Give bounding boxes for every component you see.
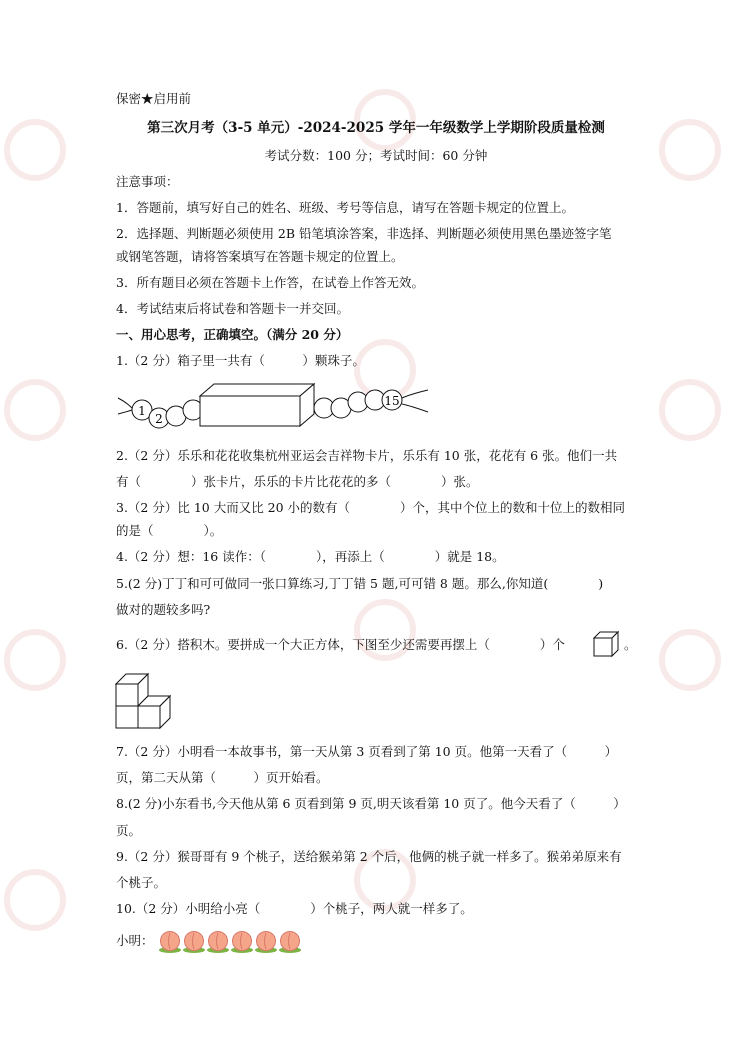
bead-box-figure <box>116 380 436 432</box>
block-stack-figure <box>114 668 184 730</box>
question-1: 1.（2 分）箱子里一共有（ ）颗珠子。 <box>116 353 365 368</box>
question-5: 5.(2 分)丁丁和可可做同一张口算练习,丁丁错 5 题,可可错 8 题。那么,你知道( ) <box>116 576 604 591</box>
question-9-cont: 个桃子。 <box>116 875 167 890</box>
question-2: 2.（2 分）乐乐和花花收集杭州亚运会吉祥物卡片，乐乐有 10 张，花花有 6 张。他们一共 <box>116 448 618 463</box>
question-8-cont: 页。 <box>116 823 142 838</box>
page-title: 第三次月考（3-5 单元）-2024-2025 学年一年级数学上学期阶段质量检测 <box>147 120 605 136</box>
question-3: 3.（2 分）比 10 大而又比 20 小的数有（ ）个，其中个位上的数和十位上的数相同 <box>116 500 626 515</box>
peach-icon <box>207 932 229 954</box>
peach-row <box>158 928 314 954</box>
peach-icon <box>279 932 301 954</box>
question-2-cont: 有（ ）张卡片，乐乐的卡片比花花的多（ ）张。 <box>116 474 479 489</box>
question-8: 8.(2 分)小东看书,今天他从第 6 页看到第 9 页,明天该看第 10 页了。他今天看了（ ） <box>116 796 626 811</box>
question-9: 9.（2 分）猴哥哥有 9 个桃子，送给猴弟第 2 个后，他俩的桃子就一样多了。猴弟弟原来有 <box>116 849 622 864</box>
exam-info: 考试分数：100 分；考试时间：60 分钟 <box>264 148 488 163</box>
peach-icon <box>231 932 253 954</box>
confidential-label: 保密★启用前 <box>116 91 192 106</box>
small-cube-icon <box>592 630 622 658</box>
question-3-cont: 的是（ ）。 <box>116 523 223 538</box>
question-7-cont: 页，第二天从第（ ）页开始看。 <box>116 770 329 785</box>
note-item: 2．选择题、判断题必须使用 2B 铅笔填涂答案，非选择、判断题必须使用黑色墨迹签字笔 <box>116 226 612 241</box>
bead-label: 1 <box>138 404 146 418</box>
note-item: 1．答题前，填写好自己的姓名、班级、考号等信息，请写在答题卡规定的位置上。 <box>116 200 574 215</box>
question-5-cont: 做对的题较多吗? <box>116 602 211 617</box>
question-10: 10.（2 分）小明给小亮（ ）个桃子，两人就一样多了。 <box>116 901 473 916</box>
peach-icon <box>159 932 181 954</box>
note-item: 4．考试结束后将试卷和答题卡一并交回。 <box>116 301 349 316</box>
section-heading: 一、用心思考，正确填空。（满分 20 分） <box>116 327 349 342</box>
question-6: 6.（2 分）搭积木。要拼成一个大正方体，下图至少还需要再摆上（ ）个 <box>116 637 565 652</box>
bead-label: 2 <box>155 412 163 426</box>
note-item: 或钢笔答题，请将答案填写在答题卡规定的位置上。 <box>116 249 404 264</box>
note-item: 3．所有题目必须在答题卡上作答，在试卷上作答无效。 <box>116 275 424 290</box>
peach-icon <box>183 932 205 954</box>
xiaoming-label: 小明： <box>116 933 154 948</box>
question-4: 4.（2 分）想：16 读作：（ ），再添上（ ）就是 18。 <box>116 549 505 564</box>
notes-heading: 注意事项： <box>116 174 179 189</box>
question-7: 7.（2 分）小明看一本故事书，第一天从第 3 页看到了第 10 页。他第一天看了（ ） <box>116 744 618 759</box>
box <box>200 396 300 426</box>
bead-label: 15 <box>384 394 400 408</box>
question-6-end: 。 <box>624 637 637 652</box>
peach-icon <box>255 932 277 954</box>
